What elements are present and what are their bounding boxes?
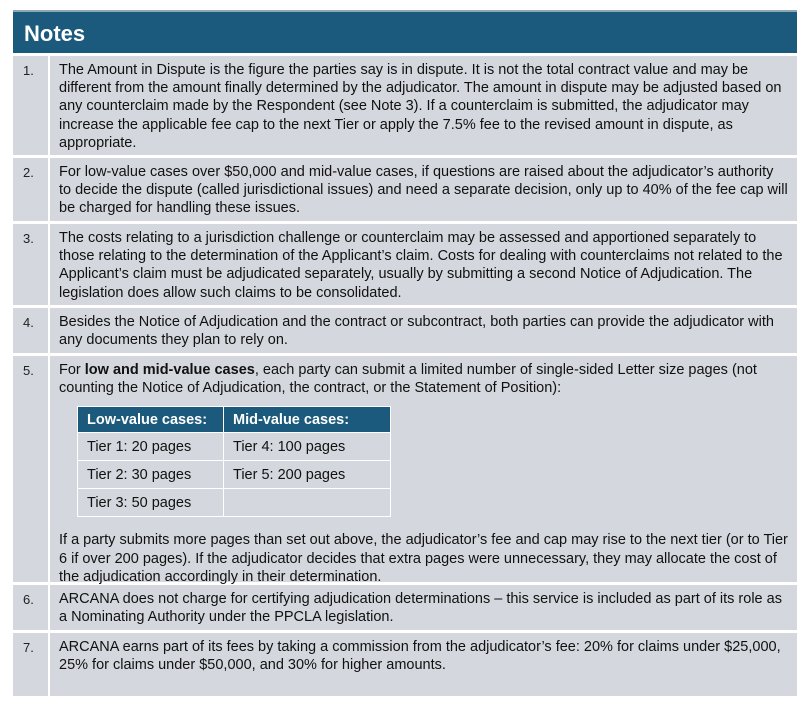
note-number: 7. <box>23 640 34 655</box>
note-5 <box>13 356 797 585</box>
note-emphasis: low and mid-value cases <box>84 362 255 378</box>
page-limits-table <box>77 406 391 517</box>
note-text: For low-value cases over $50,000 and mid-value cases, if questions are raised about the adjudicator’s authority to decide the dispute (called jurisdictional issues) and need a separate decision, only up to 40% of the fee cap will be charged for handling these issues. <box>59 164 788 217</box>
note-number: 5. <box>23 363 34 378</box>
note-7 <box>13 633 797 696</box>
note-text: Besides the Notice of Adjudication and the contract or subcontract, both parties can provide the adjudicator with any documents they plan to rely on. <box>59 314 774 349</box>
notes-header: Notes <box>13 10 797 53</box>
note-outro: If a party submits more pages than set out above, the adjudicator’s fee and cap may rise to the next tier (or to Tier 6 if over 200 pages). If the adjudicator decides that extra pages were unnecessary, they may allocate the cost of the adjudication accordingly in their determination. <box>59 532 788 585</box>
note-text: ARCANA does not charge for certifying adjudication determinations – this service is included as part of its role as a Nominating Authority under the PPCLA legislation. <box>59 591 782 626</box>
note-number: 2. <box>23 165 34 180</box>
note-text: ARCANA earns part of its fees by taking a commission from the adjudicator’s fee: 20% for claims under $25,000, 25% for claims under $50,000, and 30% for higher amounts. <box>59 639 781 674</box>
note-1 <box>13 56 797 155</box>
table-cell: Tier 4: 100 pages <box>224 433 391 461</box>
table-cell: Tier 3: 50 pages <box>78 489 224 517</box>
note-number: 1. <box>23 63 34 78</box>
table-row <box>78 489 391 517</box>
note-number: 4. <box>23 315 34 330</box>
table-cell <box>224 489 391 517</box>
note-text: The costs relating to a jurisdiction challenge or counterclaim may be assessed and apportioned separately to those relating to the determination of the Applicant’s claim. Costs for dealing with counterclaims not related to the Applicant’s claim must be adjudicated separately, usually by submitting a second Notice of Adjudication. The legislation does allow such claims to be consolidated. <box>59 230 783 301</box>
table-cell: Tier 5: 200 pages <box>224 461 391 489</box>
notes-panel <box>13 10 797 699</box>
table-cell: Tier 1: 20 pages <box>78 433 224 461</box>
note-number: 6. <box>23 592 34 607</box>
note-number: 3. <box>23 231 34 246</box>
note-6 <box>13 585 797 630</box>
table-header-mid-value: Mid-value cases: <box>224 407 391 433</box>
note-4 <box>13 308 797 353</box>
table-row <box>78 461 391 489</box>
note-intro: For low and mid-value cases, each party can submit a limited number of single-sided Letter size pages (not counting the Notice of Adjudication, the contract, or the Statement of Position): <box>59 362 757 397</box>
table-cell: Tier 2: 30 pages <box>78 461 224 489</box>
note-3 <box>13 224 797 305</box>
table-row <box>78 433 391 461</box>
table-header-low-value: Low-value cases: <box>78 407 224 433</box>
notes-list <box>13 56 797 696</box>
note-2 <box>13 158 797 221</box>
note-text: The Amount in Dispute is the figure the parties say is in dispute. It is not the total contract value and may be different from the amount finally determined by the adjudicator. The amount in dispute may be adjusted based on any counterclaim made by the Respondent (see Note 3). If a counterclaim is submitted, the adjudicator may increase the applicable fee cap to the next Tier or apply the 7.5% fee to the revised amount in dispute, as appropriate. <box>59 62 782 151</box>
